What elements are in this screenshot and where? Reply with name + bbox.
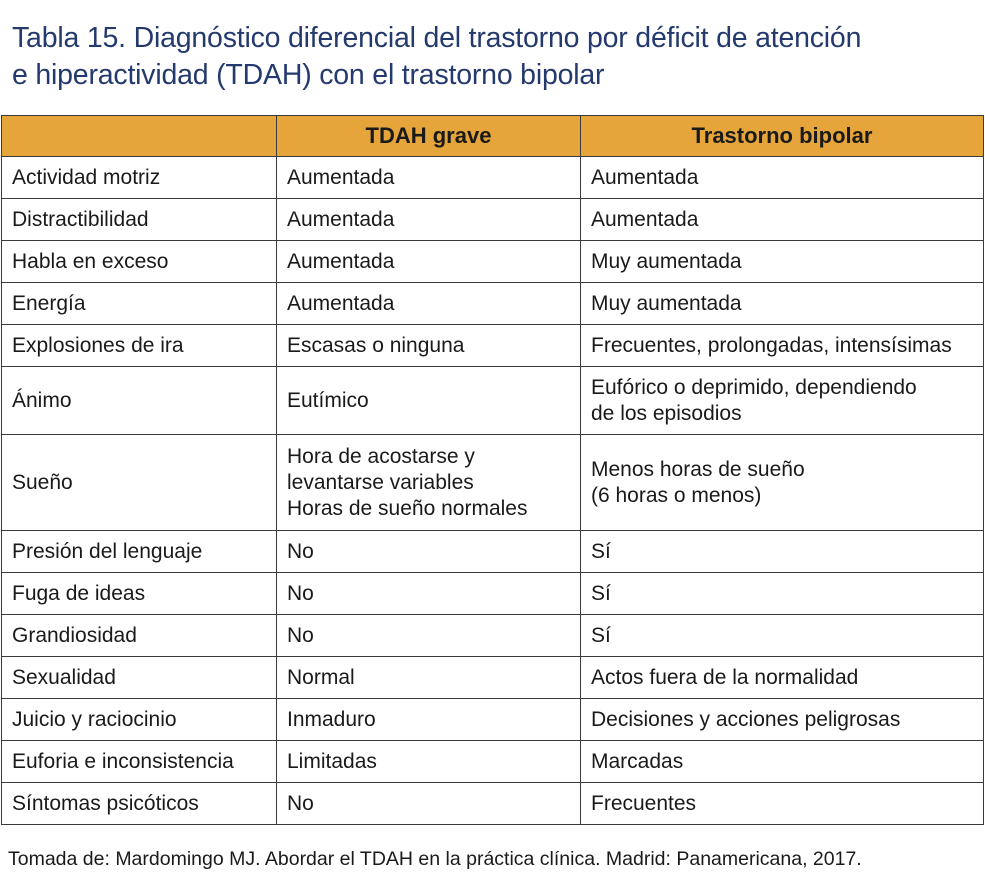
- cell-bipolar-line: Eufórico o deprimido, dependiendo: [591, 375, 917, 399]
- cell-bipolar: [581, 157, 984, 199]
- cell-bipolar-line: Sí: [591, 623, 611, 647]
- cell-feature: Ánimo: [2, 367, 277, 435]
- cell-bipolar: [581, 325, 984, 367]
- cell-tdah-line: Limitadas: [287, 749, 377, 773]
- table-row: [2, 699, 984, 741]
- cell-feature: Fuga de ideas: [2, 573, 277, 615]
- header-cell-tdah: TDAH grave: [277, 116, 581, 157]
- cell-bipolar-line: Decisiones y acciones peligrosas: [591, 707, 901, 731]
- cell-bipolar: [581, 435, 984, 531]
- cell-bipolar-line: Frecuentes: [591, 791, 697, 815]
- table-row: [2, 657, 984, 699]
- cell-bipolar-line: de los episodios: [591, 401, 742, 425]
- cell-tdah-line: Aumentada: [287, 165, 395, 189]
- cell-tdah: [277, 367, 581, 435]
- table-body: [2, 157, 984, 825]
- cell-tdah-line: No: [287, 791, 314, 815]
- cell-tdah: [277, 699, 581, 741]
- header-cell-feature: [2, 116, 277, 157]
- cell-feature: Sexualidad: [2, 657, 277, 699]
- cell-tdah-line: levantarse variables: [287, 470, 474, 494]
- cell-bipolar-line: Menos horas de sueño: [591, 457, 805, 481]
- cell-feature: Síntomas psicóticos: [2, 783, 277, 825]
- table-row: [2, 157, 984, 199]
- table-row: [2, 435, 984, 531]
- cell-feature: Sueño: [2, 435, 277, 531]
- cell-tdah: [277, 573, 581, 615]
- cell-tdah: [277, 199, 581, 241]
- cell-bipolar: [581, 699, 984, 741]
- cell-tdah-line: No: [287, 539, 314, 563]
- table-row: [2, 783, 984, 825]
- cell-feature: Habla en exceso: [2, 241, 277, 283]
- cell-feature: Euforia e inconsistencia: [2, 741, 277, 783]
- cell-tdah: [277, 241, 581, 283]
- cell-tdah-line: Horas de sueño normales: [287, 496, 528, 520]
- table-row: [2, 283, 984, 325]
- header-cell-bipolar: Trastorno bipolar: [581, 116, 984, 157]
- cell-feature: Actividad motriz: [2, 157, 277, 199]
- cell-tdah: [277, 783, 581, 825]
- table-header-row: [2, 116, 984, 157]
- cell-tdah-line: Eutímico: [287, 388, 369, 412]
- cell-tdah-line: No: [287, 623, 314, 647]
- cell-bipolar: [581, 783, 984, 825]
- differential-diagnosis-table: [1, 115, 984, 825]
- cell-tdah-line: Aumentada: [287, 207, 395, 231]
- cell-tdah: [277, 157, 581, 199]
- cell-tdah: [277, 657, 581, 699]
- cell-bipolar-line: Muy aumentada: [591, 249, 742, 273]
- table-title: [12, 20, 972, 94]
- cell-tdah-line: Hora de acostarse y: [287, 444, 475, 468]
- cell-bipolar-line: Sí: [591, 581, 611, 605]
- table-title-line-1: Tabla 15. Diagnóstico diferencial del trastorno por déficit de atención: [12, 22, 862, 54]
- cell-bipolar-line: Sí: [591, 539, 611, 563]
- table-row: [2, 741, 984, 783]
- table-row: [2, 199, 984, 241]
- cell-tdah: [277, 325, 581, 367]
- cell-bipolar: [581, 741, 984, 783]
- table-title-line-2: e hiperactividad (TDAH) con el trastorno bipolar: [12, 59, 605, 91]
- cell-bipolar-line: Muy aumentada: [591, 291, 742, 315]
- cell-tdah-line: Aumentada: [287, 249, 395, 273]
- table-row: [2, 573, 984, 615]
- cell-bipolar-line: (6 horas o menos): [591, 483, 762, 507]
- cell-tdah-line: Inmaduro: [287, 707, 376, 731]
- cell-feature: Grandiosidad: [2, 615, 277, 657]
- cell-tdah-line: Aumentada: [287, 291, 395, 315]
- table-row: [2, 367, 984, 435]
- cell-bipolar: [581, 241, 984, 283]
- cell-bipolar: [581, 657, 984, 699]
- cell-bipolar-line: Actos fuera de la normalidad: [591, 665, 859, 689]
- cell-bipolar-line: Aumentada: [591, 207, 699, 231]
- cell-tdah: [277, 435, 581, 531]
- cell-bipolar: [581, 531, 984, 573]
- cell-tdah: [277, 741, 581, 783]
- cell-bipolar: [581, 615, 984, 657]
- table-row: [2, 325, 984, 367]
- cell-tdah: [277, 283, 581, 325]
- cell-feature: Juicio y raciocinio: [2, 699, 277, 741]
- cell-bipolar: [581, 283, 984, 325]
- cell-tdah-line: Normal: [287, 665, 355, 689]
- cell-bipolar: [581, 199, 984, 241]
- cell-bipolar-line: Marcadas: [591, 749, 684, 773]
- table-row: [2, 615, 984, 657]
- cell-feature: Distractibilidad: [2, 199, 277, 241]
- cell-bipolar-line: Aumentada: [591, 165, 699, 189]
- cell-bipolar: [581, 367, 984, 435]
- cell-feature: Explosiones de ira: [2, 325, 277, 367]
- cell-tdah-line: Escasas o ninguna: [287, 333, 465, 357]
- cell-bipolar: [581, 573, 984, 615]
- cell-feature: Energía: [2, 283, 277, 325]
- source-footnote: Tomada de: Mardomingo MJ. Abordar el TDAH en la práctica clínica. Madrid: Panamericana, 2017.: [8, 848, 862, 870]
- cell-feature: Presión del lenguaje: [2, 531, 277, 573]
- cell-tdah-line: No: [287, 581, 314, 605]
- cell-tdah: [277, 531, 581, 573]
- cell-tdah: [277, 615, 581, 657]
- table-row: [2, 241, 984, 283]
- cell-bipolar-line: Frecuentes, prolongadas, intensísimas: [591, 333, 952, 357]
- table-row: [2, 531, 984, 573]
